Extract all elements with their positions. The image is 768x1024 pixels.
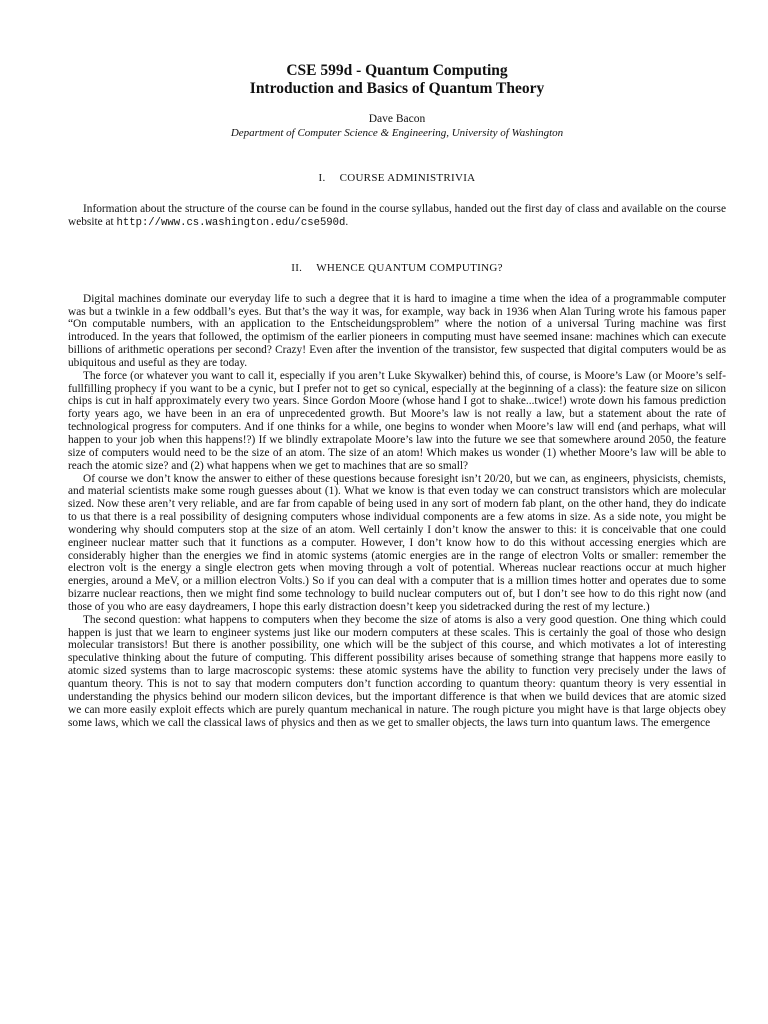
section-1-body <box>68 203 726 230</box>
section-2-body <box>68 293 726 730</box>
section-1-heading <box>68 171 726 185</box>
section-1-paragraph <box>68 203 726 230</box>
section-1-text: Information about the structure of the course can be found in the course syllabus, handed out the first day of class and available on the course website at <box>68 203 726 228</box>
paper-title-line2: Introduction and Basics of Quantum Theory <box>249 80 545 97</box>
paper-title-line1: CSE 599d - Quantum Computing <box>286 62 508 79</box>
section-2-paragraph-3: Of course we don’t know the answer to either of these questions because foresight isn’t 20/20, but we can, as engineers, physicists, chemists, and material scientists make some rough guesses about (1). What we know is that even today we can construct transistors which are molecular sized. Now these aren’t very reliable, and are far from capable of being used in any sort of modern fab plant, on the other hand, they do indicate to us that there is a real possibility of designing computers whose individual components are a few atoms in size. As a side note, you might be wondering why should computers stop at the size of an atom. Well certainly I don’t know the answer to this: it is conceivable that one could engineer nuclear matter such that it functions as a computer. However, I don’t know how to do this without accessing energies which are considerably higher than the energies we find in atomic systems (atomic energies are in the range of electron Volts or smaller: remember the electron volt is the energy a single electron gets when moving through a volt of potential. Whereas nuclear reactions occur at much higher energies, around a MeV, or a million electron Volts.) So if you can deal with a computer that is a million times hotter and operates due to some bizarre nuclear reactions, then we might find some technology to build nuclear computers out of, but I don’t see how to do this right now (and those of you who are easy daydreamers, I hope this early distraction doesn’t keep you sidetracked during the rest of my lecture.) <box>68 472 726 613</box>
section-2-paragraph-1: Digital machines dominate our everyday life to such a degree that it is hard to imagine a time when the idea of a programmable computer was but a twinkle in a few oddball’s eyes. But that’s the way it was, for example, way back in 1936 when Alan Turing wrote his famous paper “On computable numbers, with an application to the Entscheidungsproblem” where the notion of a universal Turing machine was first introduced. In the years that followed, the optimism of the earlier pioneers in computing must have seemed insane: machines which can execute billions of arithmetic operations per second? Crazy! Even after the invention of the transistor, few suspected that digital computers would be as ubiquitous and useful as they are today. <box>68 292 726 369</box>
section-2-paragraph-4: The second question: what happens to computers when they become the size of atoms is also a very good question. One thing which could happen is just that we learn to engineer systems just like our modern computers at these scales. This is certainly the goal of those who design molecular transistors! But there is another possibility, one which will be the subject of this course, and which motivates a lot of interesting speculative thinking about the future of computing. This different possibility arises because of something strange that happens more easily to atomic sized systems than to large macroscopic systems: these atomic systems have the ability to function very precisely under the laws of quantum theory. This is not to say that modern computers don’t function according to quantum theory: quantum theory is very essential in understanding the physics behind our modern silicon devices, but the important difference is that when we build devices that are atomic sized we can more easily exploit effects which are purely quantum mechanical in nature. The rough picture you might have is that large objects obey some laws, which we call the classical laws of physics and then as we get to smaller objects, the laws turn into quantum laws. The emergence <box>68 613 726 729</box>
section-1-text-end: . <box>345 215 349 228</box>
section-2-heading <box>68 261 726 275</box>
paper-page <box>68 62 726 729</box>
course-website-link[interactable]: http://www.cs.washington.edu/cse590d <box>116 216 346 229</box>
author-affiliation: Department of Computer Science & Engineering, University of Washington <box>230 127 564 139</box>
section-2-number: II. <box>291 261 303 274</box>
section-1-title: COURSE ADMINISTRIVIA <box>339 172 476 184</box>
author-name: Dave Bacon <box>368 113 426 125</box>
section-2-title: WHENCE QUANTUM COMPUTING? <box>316 261 503 274</box>
section-2-paragraph-2: The force (or whatever you want to call it, especially if you aren’t Luke Skywalker) behind this, of course, is Moore’s Law (or Moore’s self-fullfilling prophecy if you want to be a cynic, but I prefer not to get so cynical, especially at the beginning of a class): the feature size on silicon chips is cut in half approximately every two years. Since Gordon Moore (whose hand I got to shake...twice!) wrote down his famous prediction forty years ago, we have been in an era of unprecedented growth. But Moore’s law is not really a law, but a statement about the rate of technological progress for computers. And if one thinks for a while, one begins to wonder when Moore’s law will end (and perhaps, what will happen to your job when this happens!?) If we blindly extrapolate Moore’s law into the future we see that somewhere around 2050, the feature size of computers would need to be the size of an atom. The size of an atom! Which makes us wonder (1) whether Moore’s law will be able to reach the atomic size? and (2) what happens when we get to machines that are so small? <box>68 369 726 472</box>
section-1-number: I. <box>318 172 326 184</box>
